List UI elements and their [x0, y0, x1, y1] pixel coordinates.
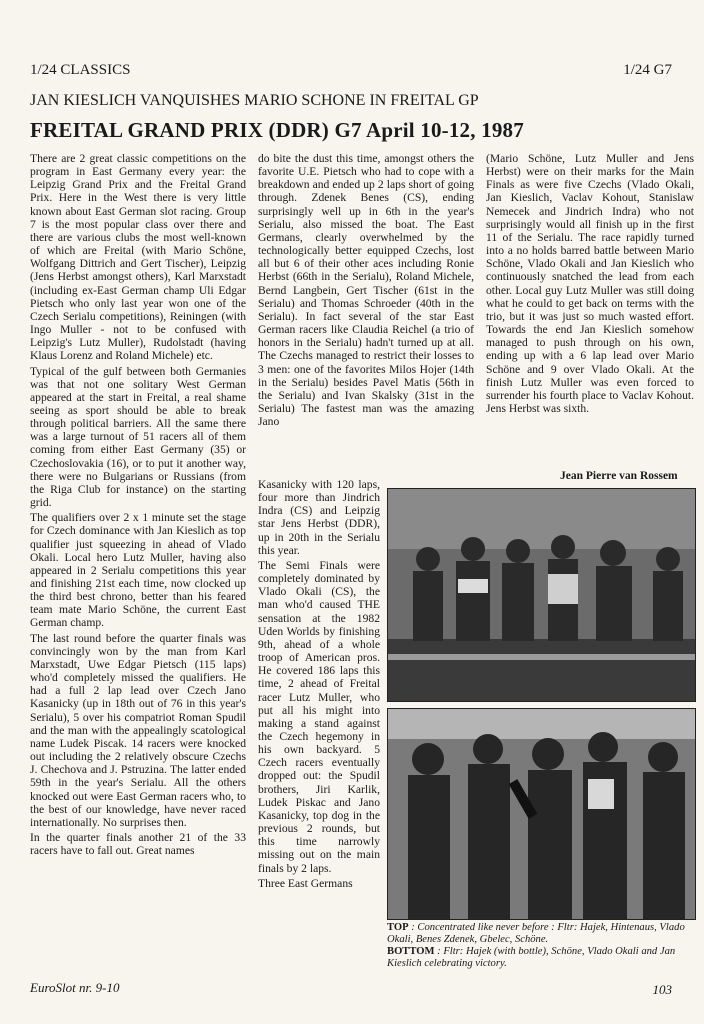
column-3 — [486, 152, 694, 417]
paragraph: (Mario Schöne, Lutz Muller and Jens Herbst) were on their marks for the Main Finals as were five Czechs (Vlado Okali, Jan Kieslich, Vaclav Kohout, Stanislaw Nemecek and Jindrich Indra) who not surprisingly would all finish up in the first 11 of the Serialu. The race rapidly turned into a no holds barred battle between Mario Schöne, Vlado Okali and Jan Kieslich who continuously snatched the lead from each other. Local guy Lutz Muller was still doing what he could to get back on terms with the trio, but it was just so much wasted effort. Towards the end Jan Kieslich somehow managed to push through on his own, ending up with a 6 lap lead over Mario Schöne and 9 over Vlado Okali. At the finish Lutz Muller was even forced to surrender his fourth place to Vaclav Kohout. Jens Herbst was sixth. — [486, 152, 694, 415]
paragraph: Typical of the gulf between both Germanies was that not one solitary West German appeared at the start in Freital, a real shame seeing as sport should be able to break through political barriers. All the same there was a large turnout of 51 racers all of them coming from either East Germany (35) or Czechoslovakia (16), or to put it another way, there were no Bulgarians or Russians (from the Riga Club for instance) on the starting grid. — [30, 364, 246, 510]
class-code: 1/24 G7 — [623, 62, 672, 78]
paragraph: In the quarter finals another 21 of the 33 racers have to fall out. Great names — [30, 830, 246, 858]
paragraph: The Semi Finals were completely dominated by Vlado Okali (CS), the man who'd caused THE sensation at the 1982 Uden Worlds by finishing 9th, ahead of a whole troop of American pros. He covered 186 laps this time, 2 ahead of Freital racer Lutz Muller, who put all his might into making a stand against the Czech hegemony in his own backyard. 5 Czech racers eventually dropped out: the Spudil brothers, Jiri Karlik, Ludek Piskac and Jano Kasanicky, top dog in the previous 2 rounds, but this time narrowly missing out on the main finals by 2 laps. — [258, 558, 380, 875]
column-1 — [30, 152, 246, 859]
caption-bottom-text: : Fltr: Hajek (with bottle), Schöne, Vlado Okali and Jan Kieslich celebrating victory. — [387, 946, 676, 969]
caption-top-text: : Concentrated like never before : Fltr: Hajek, Hintenaus, Vlado Okali, Benes Zdenek, Gbelec, Schöne. — [387, 922, 685, 945]
caption-top-label: TOP — [387, 922, 409, 933]
paragraph: The qualifiers over 2 x 1 minute set the stage for Czech dominance with Jan Kieslich as top qualifier just squeezing in ahead of Vlado Okali. Local hero Lutz Muller, having also appeared in 2 Serialu competitions this year and finishing 21st each time, now clocked up the third best chrono, better than his feared team mate Mario Schöne, the current East German champ. — [30, 511, 246, 630]
racers-photo-image — [388, 489, 695, 701]
paragraph: Kasanicky with 120 laps, four more than Jindrich Indra (CS) and Leipzig star Jens Herbst (DDR), up in 20th in the Serialu this year. — [258, 478, 380, 557]
column-2-narrow — [258, 478, 380, 892]
caption-bottom-label: BOTTOM — [387, 946, 435, 957]
page-number: 103 — [652, 982, 672, 997]
photo-caption — [387, 922, 697, 970]
magazine-issue: EuroSlot nr. 9-10 — [30, 980, 120, 995]
top-photo — [387, 488, 696, 702]
author-byline: Jean Pierre van Rossem — [560, 470, 678, 482]
article-title: FREITAL GRAND PRIX (DDR) G7 April 10-12, 1987 — [30, 118, 524, 142]
article-subtitle: JAN KIESLICH VANQUISHES MARIO SCHONE IN FREITAL GP — [30, 92, 479, 109]
paragraph: There are 2 great classic competitions on the program in East Germany every year: the Leipzig Grand Prix and the Freital Grand Prix. Here in the West there is very little known about East German slot racing. Group 7 is the most popular class over there and there are various clubs the most well-known of which are Freital (with Mario Schöne, Wolfgang Dittrich and Gert Tischer), Leipzig (Jens Herbst amongst others), Karl Marxstadt (including ex-East German champ Uli Edgar Pietsch who only last year won one of the Czech Serialu competitions), Reiningen (with Ingo Muller - not to be confused with Leipzig's Lutz Muller), Rudolstadt (having Klaus Lorenz and Roland Michele) etc. — [30, 152, 246, 363]
paragraph: Three East Germans — [258, 876, 353, 890]
celebration-photo-image — [388, 709, 695, 919]
section-header: 1/24 CLASSICS — [30, 62, 131, 78]
paragraph: do bite the dust this time, amongst others the favorite U.E. Pietsch who had to cope with a breakdown and ended up 2 laps short of going through. Zdenek Benes (CS), ending surprisingly well up in 6th in the year's Serialu, also missed the boat. The East Germans, clearly overwhelmed by the technologically better equipped Czechs, lost all but 6 of their other aces including Ronie Herbst (66th in the Serialu), Roland Michele, Bernd Langbein, Gert Tischer (61st in the Serialu) and Thomas Schroeder (40th in the Serialu). In fact several of the star East German racers like Claudia Reichel (a trio of honors in the Serialu) hadn't turned up at all. The Czechs managed to restrict their losses to 3 men: one of the favorites Milos Hojer (14th in the Serialu) besides Pavel Matis (56th in the Serialu) and Ivan Skalsky (31st in the Serialu) The fastest man was the amazing Jano — [258, 152, 474, 429]
column-2 — [258, 152, 474, 430]
paragraph: The last round before the quarter finals was convincingly won by the man from Karl Marxstadt, Uwe Edgar Pietsch (115 laps) who'd completely missed the qualifiers. He had a full 2 lap lead over Czech Jano Kasanicky (up in 18th out of 76 in this year's Serialu), 5 over his compatriot Roman Spudil and the man with the appealingly scatological name Ludek Piscak. 14 racers were knocked out including the 2 relatively obscure Czechs J. Chechova and J. Pstruzina. The latter ended 59th in the year's Serialu. All the others knocked out were East German racers who, to the best of our knowledge, have never raced internationally. No surprises then. — [30, 631, 246, 829]
bottom-photo — [387, 708, 696, 920]
